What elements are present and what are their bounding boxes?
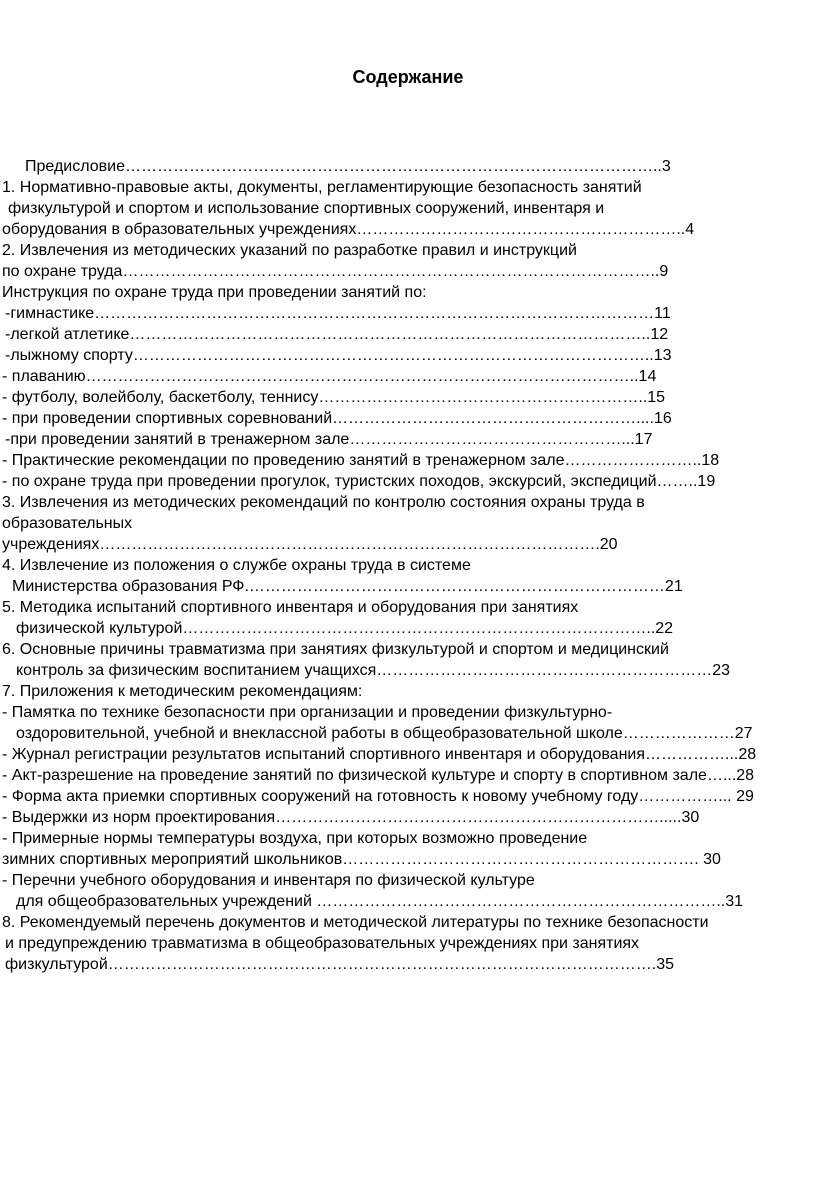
- toc-line: - Форма акта приемки спортивных сооружений на готовность к новому учебному году……………... 29: [2, 788, 754, 805]
- toc-line: оздоровительной, учебной и внеклассной работы в общеобразовательной школе…………………27: [16, 725, 753, 742]
- toc-line: 2. Извлечения из методических указаний по разработке правил и инструкций: [2, 242, 577, 259]
- toc-line: - плаванию…………………………………………………………………………………………..14: [2, 368, 657, 385]
- toc-line: оборудования в образовательных учреждениях……………………………………………………..4: [2, 221, 695, 238]
- toc-line: - Памятка по технике безопасности при организации и проведении физкультурно-: [2, 704, 613, 721]
- toc-line: -при проведении занятий в тренажерном зале……………………………………………...17: [5, 431, 653, 448]
- toc-line: физкультурой и спортом и использование спортивных сооружений, инвентаря и: [8, 200, 605, 217]
- toc-line: физической культурой……………………………………………………………………………..22: [16, 620, 674, 637]
- toc-line: -гимнастике……………………………………………………………………………………………11: [5, 305, 671, 322]
- toc-line: физкультурой………………………………………………………………………………………….35: [5, 956, 674, 973]
- toc-line: - при проведении спортивных соревнований…………………………………………………....16: [2, 410, 672, 427]
- toc-line: - Практические рекомендации по проведению занятий в тренажерном зале……………………..18: [2, 452, 720, 469]
- toc-line: Предисловие………………………………………………………………………………………..3: [25, 158, 671, 175]
- toc-line: 1. Нормативно-правовые акты, документы, регламентирующие безопасность занятий: [2, 179, 642, 196]
- toc-line: учреждениях………………………………………………………………………………….20: [2, 536, 618, 553]
- toc-line: Министерства образования РФ.……………………………………………………………………21: [12, 578, 683, 595]
- toc-line: -легкой атлетике……………………………………………………………………………………..12: [5, 326, 669, 343]
- toc-line: 7. Приложения к методическим рекомендациям:: [2, 683, 363, 700]
- toc-line: для общеобразовательных учреждений …………………………………………………………………..31: [16, 893, 744, 910]
- toc-line: - Выдержки из норм проектирования……………………………………………………………….....30: [2, 809, 700, 826]
- toc-line: 6. Основные причины травматизма при занятиях физкультурой и спортом и медицинский: [2, 641, 669, 658]
- toc-line: -лыжному спорту……………………………………………………………………………………..13: [5, 347, 672, 364]
- toc-line: - Журнал регистрации результатов испытаний спортивного инвентаря и оборудования……………...28: [2, 746, 757, 763]
- toc-line: - по охране труда при проведении прогулок, туристских походов, экскурсий, экспедиций……..19: [2, 473, 716, 490]
- toc-line: Инструкция по охране труда при проведении занятий по:: [2, 284, 427, 301]
- toc-line: 3. Извлечения из методических рекомендаций по контролю состояния охраны труда в: [2, 494, 645, 511]
- toc-line: - Акт-разрешение на проведение занятий по физической культуре и спорту в спортивном зале…...28: [2, 767, 755, 784]
- toc-line: 4. Извлечение из положения о службе охраны труда в системе: [2, 557, 471, 574]
- toc-line: контроль за физическим воспитанием учащихся………………………………………………………23: [16, 662, 731, 679]
- toc-line: 8. Рекомендуемый перечень документов и методической литературы по технике безопасности: [2, 914, 709, 931]
- toc-line: - футболу, волейболу, баскетболу, теннису……………………………………………………..15: [2, 389, 666, 406]
- toc-line: и предупреждению травматизма в общеобразовательных учреждениях при занятиях: [5, 935, 640, 952]
- toc-line: - Перечни учебного оборудования и инвентаря по физической культуре: [2, 872, 535, 889]
- toc-line: 5. Методика испытаний спортивного инвентаря и оборудования при занятиях: [2, 599, 579, 616]
- page-title: Содержание: [352, 67, 464, 87]
- toc-line: образовательных: [2, 515, 133, 532]
- toc-line: по охране труда………………………………………………………………………………………..9: [2, 263, 669, 280]
- toc-line: зимних спортивных мероприятий школьников…………………………………………………………. 30: [2, 851, 721, 868]
- toc-line: - Примерные нормы температуры воздуха, при которых возможно проведение: [2, 830, 588, 847]
